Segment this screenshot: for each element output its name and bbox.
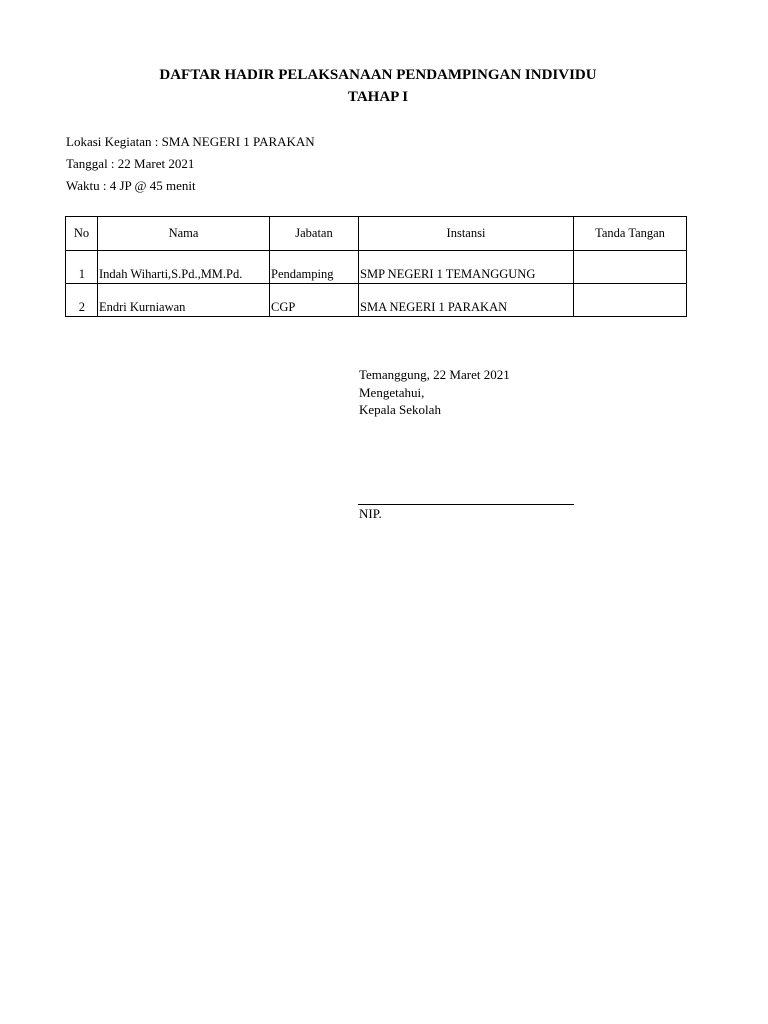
cell-tanda-tangan [574, 251, 687, 284]
cell-nama: Endri Kurniawan [98, 284, 270, 317]
header-no: No [66, 217, 98, 251]
document-subtitle: TAHAP I [347, 89, 409, 105]
header-tanda-tangan: Tanda Tangan [574, 217, 687, 251]
signature-line [358, 504, 574, 505]
signature-place-date: Temanggung, 22 Maret 2021 [359, 367, 510, 382]
table-row [66, 284, 687, 317]
header-jabatan: Jabatan [270, 217, 359, 251]
cell-instansi: SMP NEGERI 1 TEMANGGUNG [359, 251, 574, 284]
attendance-table [65, 216, 687, 317]
info-lokasi: Lokasi Kegiatan : SMA NEGERI 1 PARAKAN [66, 134, 315, 149]
document-title: DAFTAR HADIR PELAKSANAAN PENDAMPINGAN INDIVIDU [159, 67, 597, 83]
cell-tanda-tangan [574, 284, 687, 317]
cell-no: 2 [66, 284, 98, 317]
header-nama: Nama [98, 217, 270, 251]
cell-no: 1 [66, 251, 98, 284]
signature-mengetahui: Mengetahui, [359, 385, 425, 400]
table-header-row [66, 217, 687, 251]
cell-jabatan: Pendamping [270, 251, 359, 284]
info-tanggal: Tanggal : 22 Maret 2021 [66, 156, 195, 171]
signature-role: Kepala Sekolah [359, 402, 441, 417]
signature-nip: NIP. [359, 506, 382, 521]
header-instansi: Instansi [359, 217, 574, 251]
cell-nama: Indah Wiharti,S.Pd.,MM.Pd. [98, 251, 270, 284]
cell-jabatan: CGP [270, 284, 359, 317]
info-waktu: Waktu : 4 JP @ 45 menit [66, 178, 196, 193]
table-row [66, 251, 687, 284]
cell-instansi: SMA NEGERI 1 PARAKAN [359, 284, 574, 317]
